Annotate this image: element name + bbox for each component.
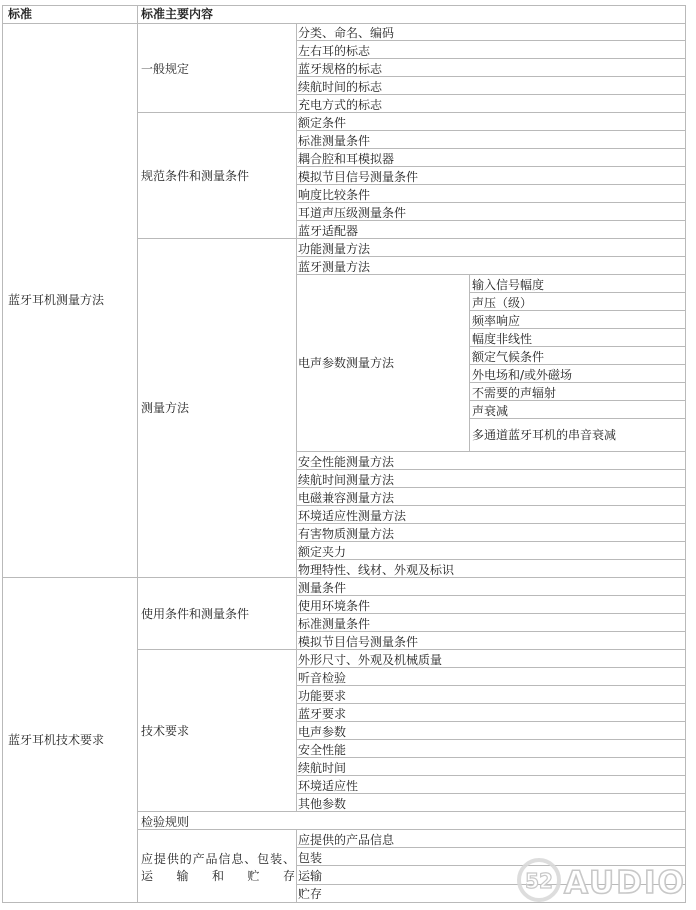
list-item: 运输 (298, 869, 323, 883)
list-item: 模拟节目信号测量条件 (298, 635, 419, 649)
list-item: 耦合腔和耳模拟器 (298, 152, 395, 166)
group-tech-requirements: 技术要求 (141, 724, 190, 738)
group-usage: 使用条件和测量条件 (141, 607, 250, 621)
list-item: 听音检验 (298, 671, 347, 685)
list-item: 声压（级） (472, 296, 533, 310)
list-item: 模拟节目信号测量条件 (298, 170, 419, 184)
list-item: 安全性能 (298, 743, 347, 757)
list-item: 续航时间 (298, 761, 347, 775)
watermark-word: AUDIO (564, 865, 686, 901)
list-item: 外电场和/或外磁场 (472, 368, 573, 382)
group-conditions: 规范条件和测量条件 (141, 169, 250, 183)
list-item: 左右耳的标志 (298, 44, 371, 58)
list-item: 使用环境条件 (298, 599, 371, 613)
list-item: 环境适应性测量方法 (298, 509, 407, 523)
list-item: 分类、命名、编码 (298, 26, 395, 40)
list-item: 标准测量条件 (298, 134, 371, 148)
list-item: 物理特性、线材、外观及标识 (298, 563, 455, 577)
list-item: 标准测量条件 (298, 617, 371, 631)
audio-watermark-logo (516, 855, 692, 905)
list-item: 多通道蓝牙耳机的串音衰减 (472, 428, 617, 442)
group-inspection: 检验规则 (141, 815, 190, 829)
list-item: 应提供的产品信息 (298, 833, 395, 847)
list-item: 贮存 (298, 887, 323, 901)
group-product-info: 应提供的产品信息、包装、运输和贮存 (141, 852, 295, 883)
header-standard: 标准 (8, 7, 33, 21)
list-item: 耳道声压级测量条件 (298, 206, 407, 220)
list-item: 包装 (298, 851, 323, 865)
list-item: 有害物质测量方法 (298, 527, 395, 541)
list-item: 额定气候条件 (472, 350, 545, 364)
list-item: 额定夹力 (298, 545, 347, 559)
list-item: 频率响应 (472, 314, 521, 328)
list-item: 响度比较条件 (298, 188, 371, 202)
list-item: 输入信号幅度 (472, 278, 545, 292)
list-item: 电磁兼容测量方法 (298, 491, 395, 505)
list-item: 蓝牙要求 (298, 707, 347, 721)
list-item: 幅度非线性 (472, 332, 533, 346)
list-item: 环境适应性 (298, 779, 359, 793)
watermark-number: 52 (525, 869, 553, 893)
list-item: 功能测量方法 (298, 242, 371, 256)
header-main-content: 标准主要内容 (141, 7, 214, 21)
list-item: 电声参数 (298, 725, 347, 739)
list-item: 续航时间测量方法 (298, 473, 395, 487)
list-item: 安全性能测量方法 (298, 455, 395, 469)
list-item: 其他参数 (298, 797, 347, 811)
group-general: 一般规定 (141, 62, 190, 76)
list-item: 充电方式的标志 (298, 98, 383, 112)
list-item: 不需要的声辐射 (472, 386, 557, 400)
list-item: 蓝牙测量方法 (298, 260, 371, 274)
list-item: 续航时间的标志 (298, 80, 383, 94)
list-item: 外形尺寸、外观及机械质量 (298, 653, 443, 667)
subgroup-electroacoustic: 电声参数测量方法 (298, 356, 395, 370)
standard-title-measurement: 蓝牙耳机测量方法 (8, 293, 105, 307)
group-methods: 测量方法 (141, 401, 190, 415)
list-item: 测量条件 (298, 581, 347, 595)
list-item: 蓝牙适配器 (298, 224, 359, 238)
list-item: 功能要求 (298, 689, 347, 703)
list-item: 额定条件 (298, 116, 347, 130)
list-item: 声衰减 (472, 404, 509, 418)
list-item: 蓝牙规格的标志 (298, 62, 383, 76)
standard-title-technical: 蓝牙耳机技术要求 (8, 733, 105, 747)
